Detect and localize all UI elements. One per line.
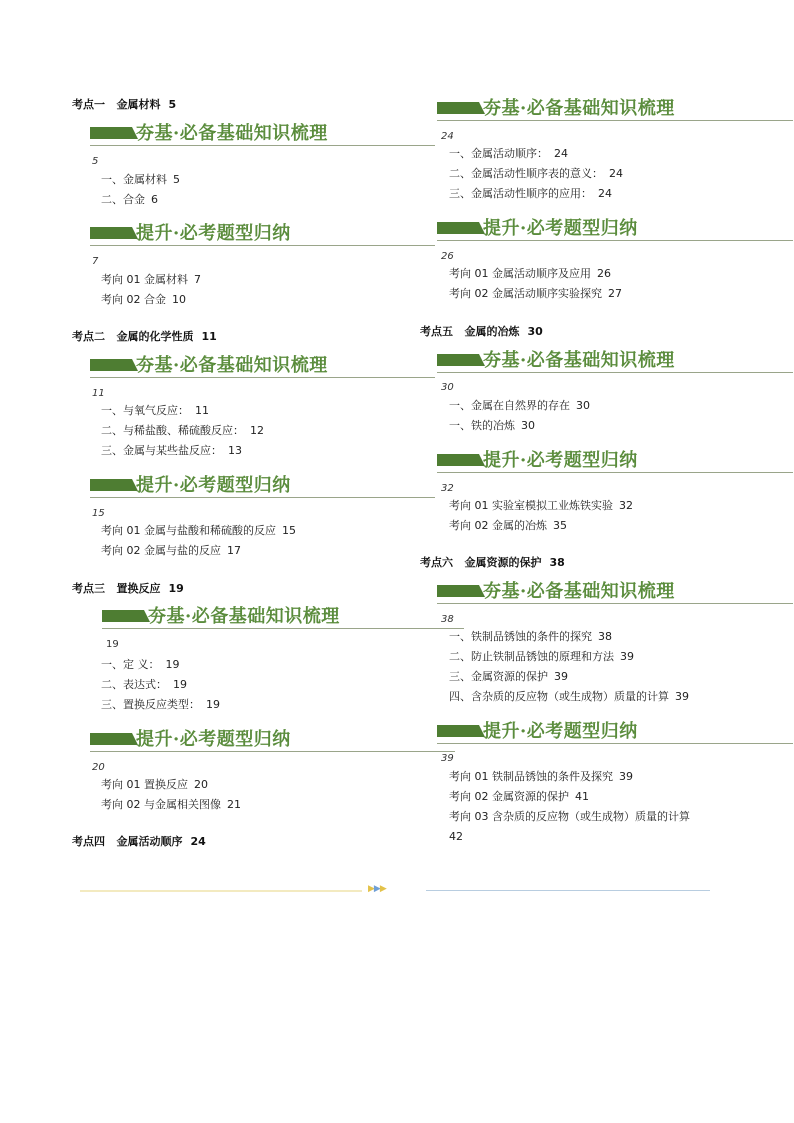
kaodian-6-heading[interactable]: 考点六 金属资源的保护 38 [420,556,565,569]
jichu-banner: 夯基·必备基础知识梳理 [102,605,464,629]
toc-item[interactable]: 一、定 义： 19 [101,658,180,671]
toc-item[interactable]: 考向 01 金属材料 7 [101,273,201,286]
toc-item[interactable]: 三、金属与某些盐反应： 13 [101,444,242,457]
toc-item-page[interactable]: 42 [449,830,463,843]
toc-item[interactable]: 考向 03 含杂质的反应物（或生成物）质量的计算 [449,810,690,823]
toc-item[interactable]: 考向 01 实验室模拟工业炼铁实验 32 [449,499,633,512]
kaodian-3-heading[interactable]: 考点三 置换反应 19 [72,582,184,595]
decorative-divider-left [80,890,362,892]
section-page-number[interactable]: 15 [92,508,105,519]
tisheng-banner: 提升·必考题型归纳 [90,474,435,498]
tisheng-banner: 提升·必考题型归纳 [437,449,793,473]
jichu-banner: 夯基·必备基础知识梳理 [90,122,435,146]
toc-item[interactable]: 二、金属活动性顺序表的意义： 24 [449,167,623,180]
toc-item[interactable]: 三、置换反应类型： 19 [101,698,220,711]
toc-item[interactable]: 考向 01 置换反应 20 [101,778,208,791]
section-page-number[interactable]: 20 [92,762,105,773]
toc-item[interactable]: 考向 02 金属活动顺序实验探究 27 [449,287,622,300]
section-page-number[interactable]: 30 [441,382,454,393]
toc-item[interactable]: 考向 02 金属的冶炼 35 [449,519,567,532]
section-page-number[interactable]: 19 [106,639,119,650]
decorative-divider-right [426,890,710,891]
toc-item[interactable]: 考向 02 合金 10 [101,293,186,306]
toc-item[interactable]: 一、金属在自然界的存在 30 [449,399,590,412]
tisheng-banner: 提升·必考题型归纳 [437,217,793,241]
tisheng-banner: 提升·必考题型归纳 [90,728,455,752]
jichu-banner: 夯基·必备基础知识梳理 [90,354,435,378]
toc-item[interactable]: 三、金属资源的保护 39 [449,670,568,683]
toc-item[interactable]: 四、含杂质的反应物（或生成物）质量的计算 39 [449,690,689,703]
toc-item[interactable]: 一、金属材料 5 [101,173,180,186]
toc-item[interactable]: 二、表达式： 19 [101,678,187,691]
tisheng-banner: 提升·必考题型归纳 [90,222,435,246]
section-page-number[interactable]: 24 [441,131,454,142]
toc-item[interactable]: 考向 01 铁制品锈蚀的条件及探究 39 [449,770,633,783]
toc-item[interactable]: 二、防止铁制品锈蚀的原理和方法 39 [449,650,634,663]
toc-item[interactable]: 考向 02 与金属相关图像 21 [101,798,241,811]
kaodian-5-heading[interactable]: 考点五 金属的冶炼 30 [420,325,543,338]
kaodian-1-heading[interactable]: 考点一 金属材料 5 [72,98,177,111]
kaodian-2-heading[interactable]: 考点二 金属的化学性质 11 [72,330,217,343]
section-page-number[interactable]: 38 [441,614,454,625]
jichu-banner: 夯基·必备基础知识梳理 [437,580,793,604]
toc-item[interactable]: 考向 01 金属活动顺序及应用 26 [449,267,611,280]
toc-item[interactable]: 考向 02 金属与盐的反应 17 [101,544,241,557]
toc-item[interactable]: 一、与氧气反应： 11 [101,404,209,417]
toc-item[interactable]: 三、金属活动性顺序的应用： 24 [449,187,612,200]
jichu-banner: 夯基·必备基础知识梳理 [437,97,793,121]
section-page-number[interactable]: 39 [441,753,454,764]
section-page-number[interactable]: 7 [92,256,99,267]
toc-item[interactable]: 考向 02 金属资源的保护 41 [449,790,589,803]
toc-item[interactable]: 一、铁制品锈蚀的条件的探究 38 [449,630,612,643]
jichu-banner: 夯基·必备基础知识梳理 [437,349,793,373]
section-page-number[interactable]: 5 [92,156,99,167]
tisheng-banner: 提升·必考题型归纳 [437,720,793,744]
section-page-number[interactable]: 26 [441,251,454,262]
section-page-number[interactable]: 32 [441,483,454,494]
toc-item[interactable]: 二、合金 6 [101,193,158,206]
toc-item[interactable]: 一、金属活动顺序： 24 [449,147,568,160]
toc-item[interactable]: 二、与稀盐酸、稀硫酸反应： 12 [101,424,264,437]
decorative-arrows-icon: ▶▶▶ [368,884,386,894]
kaodian-4-heading[interactable]: 考点四 金属活动顺序 24 [72,835,206,848]
toc-item[interactable]: 一、铁的冶炼 30 [449,419,535,432]
section-page-number[interactable]: 11 [92,388,105,399]
toc-item[interactable]: 考向 01 金属与盐酸和稀硫酸的反应 15 [101,524,296,537]
